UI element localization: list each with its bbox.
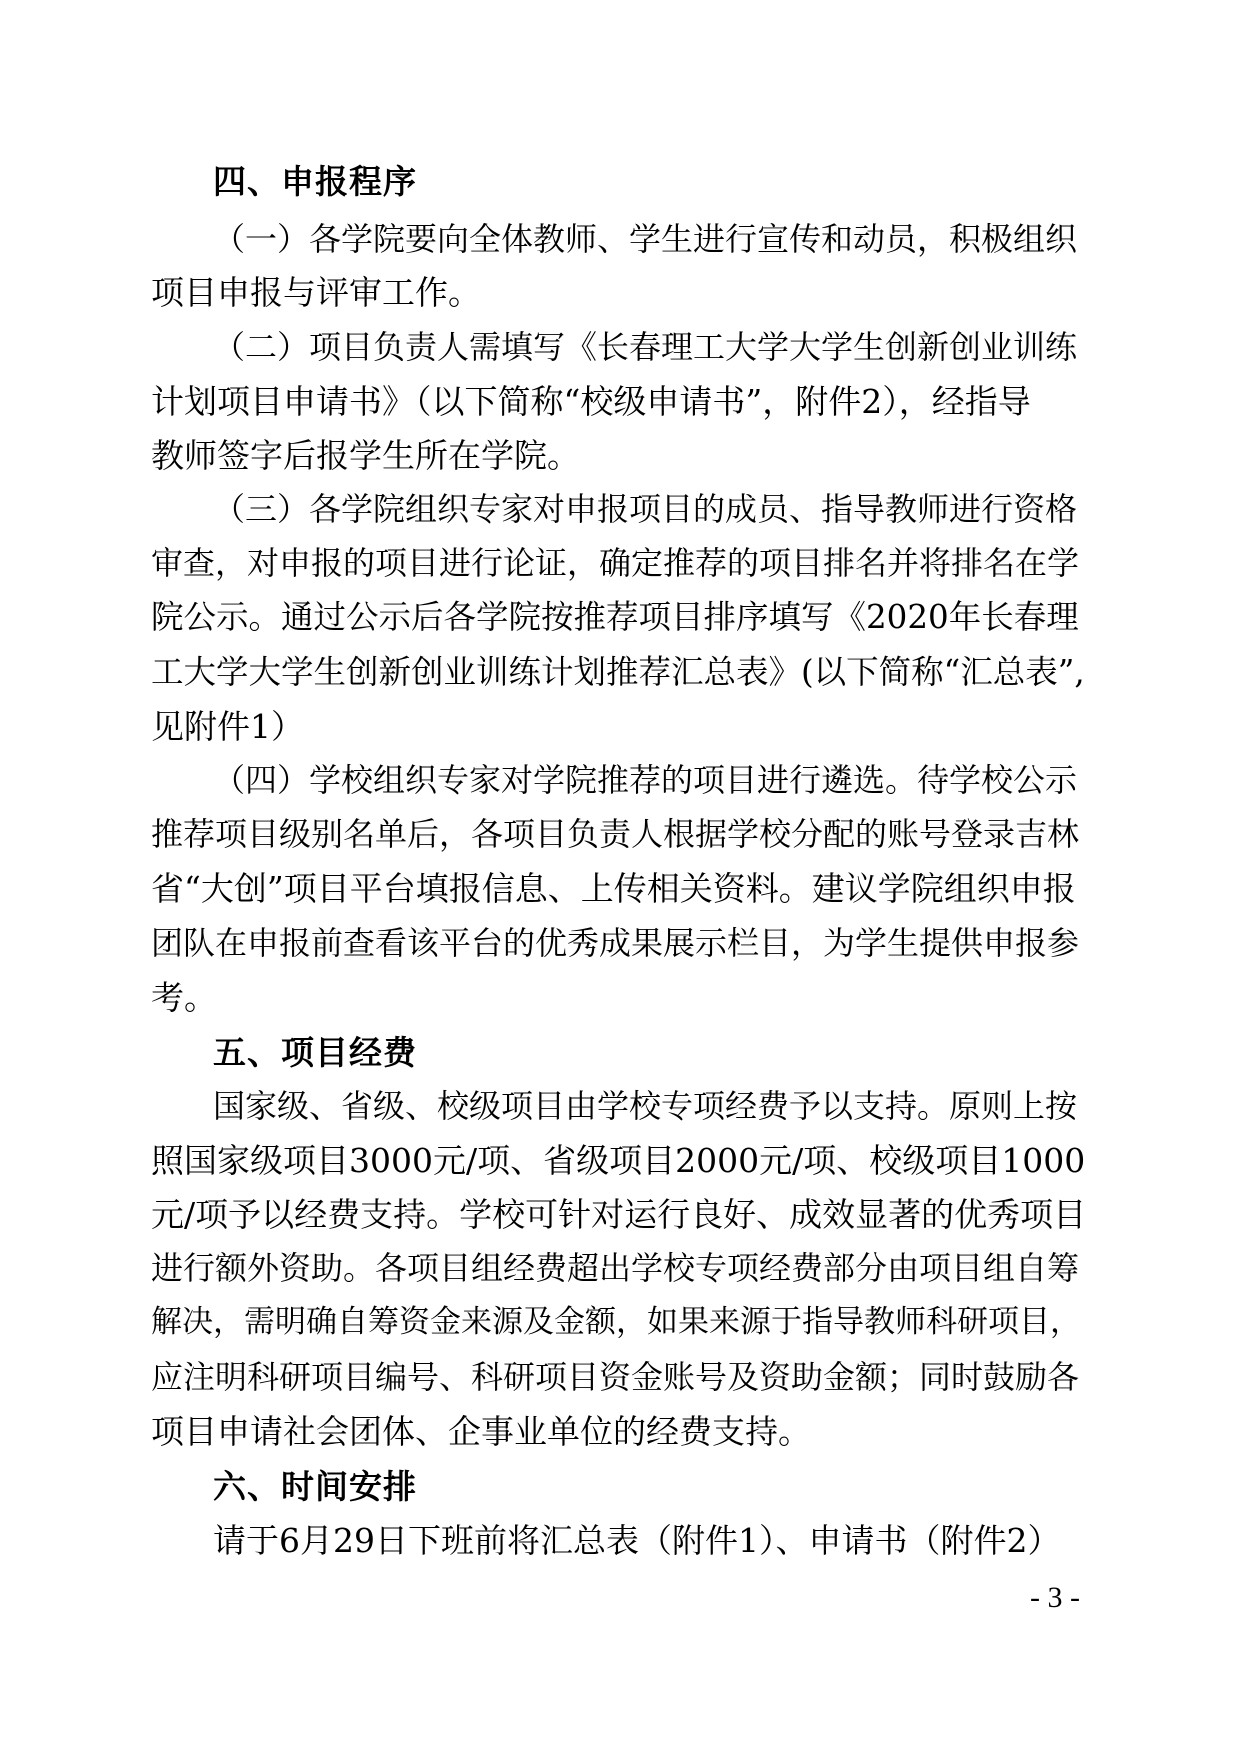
paragraph-line: 审查，对申报的项目进行论证，确定推荐的项目排名并将排名在学 bbox=[151, 544, 1080, 582]
paragraph-line: （一）各学院要向全体教师、学生进行宣传和动员，积极组织 bbox=[213, 220, 1078, 258]
paragraph-line: 工大学大学生创新创业训练计划推荐汇总表》(以下简称“汇总表”, bbox=[151, 653, 1085, 691]
paragraph-line: （二）项目负责人需填写《长春理工大学大学生创新创业训练 bbox=[213, 328, 1078, 366]
paragraph-line: 应注明科研项目编号、科研项目资金账号及资助金额；同时鼓励各 bbox=[151, 1358, 1080, 1396]
paragraph-line: 解决，需明确自筹资金来源及金额，如果来源于指导教师科研项目， bbox=[151, 1304, 1081, 1340]
paragraph-line: 团队在申报前查看该平台的优秀成果展示栏目，为学生提供申报参 bbox=[151, 924, 1080, 962]
paragraph-line: 推荐项目级别名单后，各项目负责人根据学校分配的账号登录吉林 bbox=[151, 815, 1080, 853]
paragraph-line: 国家级、省级、校级项目由学校专项经费予以支持。原则上按 bbox=[213, 1087, 1078, 1125]
paragraph-line: 院公示。通过公示后各学院按推荐项目排序填写《2020年长春理 bbox=[151, 598, 1079, 636]
paragraph-line: （四）学校组织专家对学院推荐的项目进行遴选。待学校公示 bbox=[213, 761, 1078, 799]
paragraph-line: 计划项目申请书》（以下简称“校级申请书”，附件2），经指导 bbox=[151, 382, 1031, 421]
paragraph-line: 见附件1） bbox=[151, 707, 304, 746]
paragraph-line: 进行额外资助。各项目组经费超出学校专项经费部分由项目组自筹 bbox=[151, 1249, 1080, 1287]
paragraph-line: 元/项予以经费支持。学校可针对运行良好、成效显著的优秀项目 bbox=[151, 1195, 1087, 1234]
section-heading: 四、申报程序 bbox=[213, 162, 417, 201]
paragraph-line: 教师签字后报学生所在学院。 bbox=[151, 436, 580, 475]
section-heading: 五、项目经费 bbox=[213, 1033, 417, 1072]
page-number: - 3 - bbox=[1030, 1581, 1080, 1614]
paragraph-line: 请于6月29日下班前将汇总表（附件1）、申请书（附件2） bbox=[213, 1521, 1061, 1560]
paragraph-line: 项目申请社会团体、企事业单位的经费支持。 bbox=[151, 1412, 811, 1451]
paragraph-line: 项目申报与评审工作。 bbox=[151, 273, 481, 312]
paragraph-line: （三）各学院组织专家对申报项目的成员、指导教师进行资格 bbox=[213, 490, 1078, 528]
section-heading: 六、时间安排 bbox=[213, 1467, 417, 1506]
paragraph-line: 省“大创”项目平台填报信息、上传相关资料。建议学院组织申报 bbox=[151, 869, 1076, 908]
paragraph-line: 照国家级项目3000元/项、省级项目2000元/项、校级项目1000 bbox=[151, 1141, 1086, 1180]
paragraph-line: 考。 bbox=[151, 978, 217, 1017]
